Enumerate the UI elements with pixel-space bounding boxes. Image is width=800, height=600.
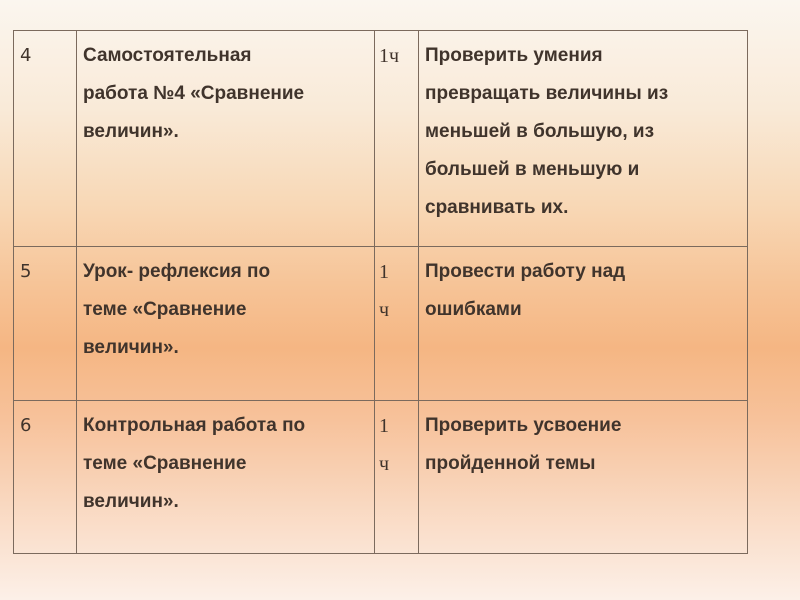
table-row xyxy=(14,401,748,554)
table-row xyxy=(14,247,748,401)
lesson-number-cell: 4 xyxy=(14,31,77,247)
lesson-hours-cell: 1 ч xyxy=(375,247,419,401)
lesson-number-cell: 5 xyxy=(14,247,77,401)
lesson-plan-table xyxy=(13,30,748,554)
lesson-goal-cell: Проверить усвоение пройденной темы xyxy=(419,401,748,554)
lesson-title-cell: Контрольная работа по теме «Сравнение величин». xyxy=(77,401,375,554)
table-row xyxy=(14,31,748,247)
lesson-number-cell: 6 xyxy=(14,401,77,554)
lesson-goal-cell: Проверить умения превращать величины из меньшей в большую, из большей в меньшую и сравнивать их. xyxy=(419,31,748,247)
lesson-hours-cell: 1 ч xyxy=(375,401,419,554)
lesson-title-cell: Самостоятельная работа №4 «Сравнение величин». xyxy=(77,31,375,247)
lesson-hours-cell: 1ч xyxy=(375,31,419,247)
lesson-goal-cell: Провести работу над ошибками xyxy=(419,247,748,401)
lesson-title-cell: Урок- рефлексия по теме «Сравнение величин». xyxy=(77,247,375,401)
